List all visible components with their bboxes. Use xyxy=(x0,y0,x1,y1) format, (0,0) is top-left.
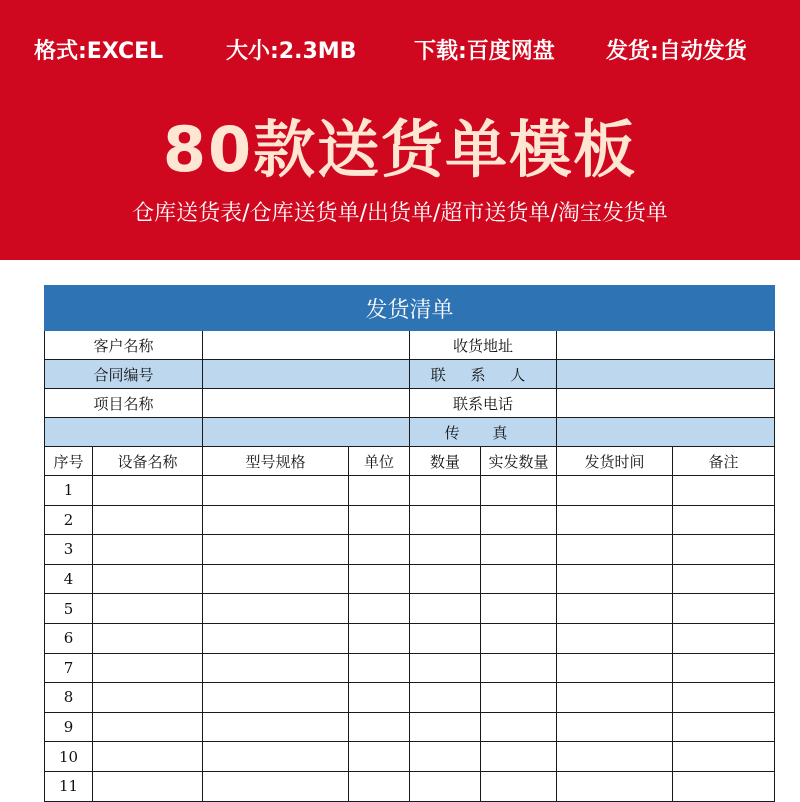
table-cell[interactable] xyxy=(557,535,673,565)
table-cell[interactable] xyxy=(481,505,557,535)
row-number: 9 xyxy=(45,712,93,742)
table-row xyxy=(45,683,775,713)
phone-label: 联系电话 xyxy=(410,389,557,418)
table-cell[interactable] xyxy=(673,564,775,594)
table-cell[interactable] xyxy=(410,771,481,801)
size-label: 大小:2.3MB xyxy=(226,39,357,64)
customer-name-label: 客户名称 xyxy=(45,331,203,360)
table-cell[interactable] xyxy=(349,623,410,653)
table-cell[interactable] xyxy=(410,505,481,535)
table-cell[interactable] xyxy=(673,594,775,624)
table-cell[interactable] xyxy=(410,683,481,713)
table-cell[interactable] xyxy=(203,535,349,565)
table-cell[interactable] xyxy=(93,742,203,772)
table-cell[interactable] xyxy=(410,535,481,565)
format-label: 格式:EXCEL xyxy=(34,39,164,64)
column-header: 实发数量 xyxy=(481,447,557,476)
table-cell[interactable] xyxy=(203,653,349,683)
table-cell[interactable] xyxy=(557,653,673,683)
table-cell[interactable] xyxy=(203,564,349,594)
table-cell[interactable] xyxy=(349,712,410,742)
table-cell[interactable] xyxy=(557,742,673,772)
table-cell[interactable] xyxy=(481,653,557,683)
row-number: 7 xyxy=(45,653,93,683)
row-number: 8 xyxy=(45,683,93,713)
table-cell[interactable] xyxy=(93,476,203,506)
table-cell[interactable] xyxy=(410,712,481,742)
row-number: 4 xyxy=(45,564,93,594)
banner-subtitle: 仓库送货表/仓库送货单/出货单/超市送货单/淘宝发货单 xyxy=(132,201,668,226)
column-header: 单位 xyxy=(349,447,410,476)
table-row xyxy=(45,653,775,683)
column-header: 序号 xyxy=(45,447,93,476)
fax-cell[interactable] xyxy=(557,418,775,447)
table-cell[interactable] xyxy=(93,623,203,653)
table-cell[interactable] xyxy=(203,505,349,535)
address-cell[interactable] xyxy=(557,331,775,360)
table-cell[interactable] xyxy=(203,594,349,624)
table-cell[interactable] xyxy=(349,564,410,594)
table-cell[interactable] xyxy=(203,712,349,742)
table-cell[interactable] xyxy=(93,564,203,594)
row-number: 2 xyxy=(45,505,93,535)
table-cell[interactable] xyxy=(203,476,349,506)
table-cell[interactable] xyxy=(673,535,775,565)
table-row xyxy=(45,505,775,535)
table-row xyxy=(45,594,775,624)
column-header-row xyxy=(45,447,775,476)
row-number: 6 xyxy=(45,623,93,653)
promo-banner xyxy=(0,0,800,260)
table-cell[interactable] xyxy=(673,476,775,506)
data-rows xyxy=(45,476,775,802)
download-label: 下载:百度网盘 xyxy=(414,39,555,64)
table-cell[interactable] xyxy=(93,712,203,742)
table-cell[interactable] xyxy=(410,564,481,594)
fax-label: 传 真 xyxy=(410,418,557,447)
table-cell[interactable] xyxy=(557,683,673,713)
table-row xyxy=(45,564,775,594)
column-header: 数量 xyxy=(410,447,481,476)
table-cell[interactable] xyxy=(481,712,557,742)
table-cell[interactable] xyxy=(203,623,349,653)
table-cell[interactable] xyxy=(410,653,481,683)
table-row xyxy=(45,771,775,801)
row-number: 1 xyxy=(45,476,93,506)
table-cell[interactable] xyxy=(481,771,557,801)
table-cell[interactable] xyxy=(93,653,203,683)
table-cell[interactable] xyxy=(673,683,775,713)
table-cell[interactable] xyxy=(557,623,673,653)
table-cell[interactable] xyxy=(410,594,481,624)
table-row xyxy=(45,535,775,565)
table-cell[interactable] xyxy=(481,476,557,506)
contact-label: 联 系 人 xyxy=(410,360,557,389)
table-cell[interactable] xyxy=(673,742,775,772)
table-cell[interactable] xyxy=(349,742,410,772)
blank-label-cell xyxy=(45,418,203,447)
table-cell[interactable] xyxy=(93,594,203,624)
table-cell[interactable] xyxy=(673,771,775,801)
table-cell[interactable] xyxy=(481,742,557,772)
table-cell[interactable] xyxy=(203,683,349,713)
table-cell[interactable] xyxy=(481,594,557,624)
column-header: 设备名称 xyxy=(93,447,203,476)
table-cell[interactable] xyxy=(410,742,481,772)
table-cell[interactable] xyxy=(557,594,673,624)
customer-name-cell[interactable] xyxy=(203,331,410,360)
meta-row xyxy=(0,34,800,66)
table-cell[interactable] xyxy=(349,535,410,565)
table-cell[interactable] xyxy=(93,505,203,535)
table-cell[interactable] xyxy=(93,771,203,801)
delivery-sheet xyxy=(44,285,775,802)
row-number: 11 xyxy=(45,771,93,801)
table-cell[interactable] xyxy=(349,505,410,535)
blank-value-cell[interactable] xyxy=(203,418,410,447)
table-row xyxy=(45,623,775,653)
table-cell[interactable] xyxy=(349,683,410,713)
table-row xyxy=(45,712,775,742)
table-cell[interactable] xyxy=(410,476,481,506)
table-cell[interactable] xyxy=(481,623,557,653)
column-header: 发货时间 xyxy=(557,447,673,476)
table-cell[interactable] xyxy=(203,742,349,772)
delivery-label: 发货:自动发货 xyxy=(606,39,747,64)
table-cell[interactable] xyxy=(673,712,775,742)
table-cell[interactable] xyxy=(410,623,481,653)
column-header: 型号规格 xyxy=(203,447,349,476)
banner-title: 80款送货单模板 xyxy=(162,113,638,186)
table-cell[interactable] xyxy=(557,476,673,506)
table-cell[interactable] xyxy=(481,564,557,594)
table-cell[interactable] xyxy=(557,564,673,594)
table-cell[interactable] xyxy=(673,653,775,683)
table-cell[interactable] xyxy=(93,535,203,565)
table-cell[interactable] xyxy=(481,683,557,713)
contract-no-label: 合同编号 xyxy=(45,360,203,389)
table-cell[interactable] xyxy=(673,505,775,535)
column-header: 备注 xyxy=(673,447,775,476)
table-cell[interactable] xyxy=(349,594,410,624)
table-row xyxy=(45,742,775,772)
contact-cell[interactable] xyxy=(557,360,775,389)
project-name-label: 项目名称 xyxy=(45,389,203,418)
row-number: 5 xyxy=(45,594,93,624)
table-cell[interactable] xyxy=(349,476,410,506)
row-number: 3 xyxy=(45,535,93,565)
project-name-cell[interactable] xyxy=(203,389,410,418)
table-cell[interactable] xyxy=(557,771,673,801)
phone-cell[interactable] xyxy=(557,389,775,418)
contract-no-cell[interactable] xyxy=(203,360,410,389)
table-cell[interactable] xyxy=(203,771,349,801)
table-cell[interactable] xyxy=(349,771,410,801)
table-cell[interactable] xyxy=(557,505,673,535)
table-cell[interactable] xyxy=(557,712,673,742)
address-label: 收货地址 xyxy=(410,331,557,360)
row-number: 10 xyxy=(45,742,93,772)
table-cell[interactable] xyxy=(93,683,203,713)
table-cell[interactable] xyxy=(481,535,557,565)
table-cell[interactable] xyxy=(673,623,775,653)
sheet-title: 发货清单 xyxy=(45,286,775,331)
table-cell[interactable] xyxy=(349,653,410,683)
table-row xyxy=(45,476,775,506)
